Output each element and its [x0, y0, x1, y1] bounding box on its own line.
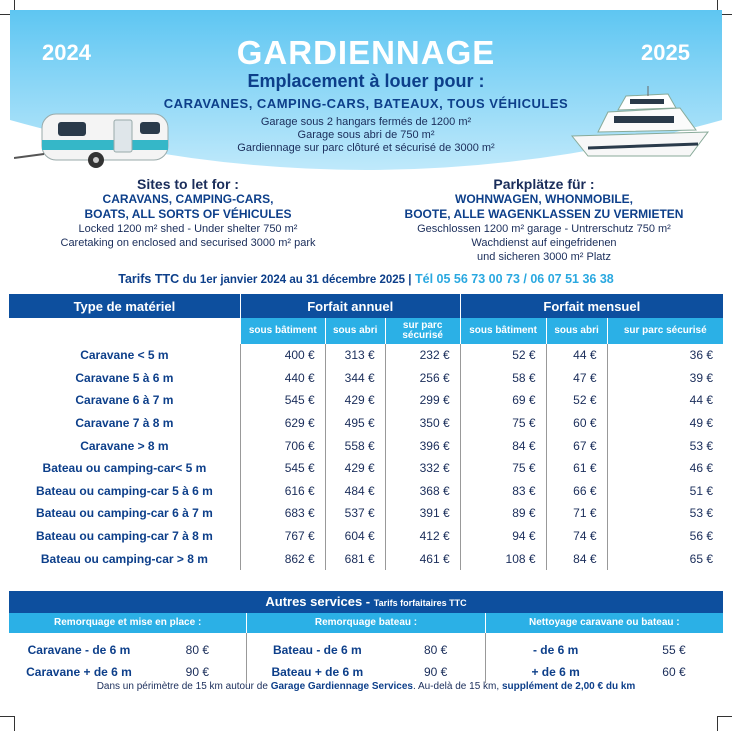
tarifs-period: du 1er janvier 2024 au 31 décembre 2025 |: [182, 274, 412, 286]
service-item: [9, 661, 246, 683]
row-label: Caravane 5 à 6 m: [75, 370, 174, 385]
price-cell: 47 €: [546, 367, 607, 390]
english-block: [18, 176, 358, 250]
service-item: [9, 639, 246, 661]
year-end: 2025: [641, 40, 690, 65]
price-cell: 44 €: [546, 344, 607, 367]
price-cell: 412 €: [385, 525, 460, 548]
sub-header: sur parc sécurisé: [607, 318, 723, 344]
service-header: Nettoyage caravane ou bateau :: [485, 613, 723, 633]
service-item: [247, 661, 484, 683]
tarifs-label: Tarifs TTC: [118, 272, 180, 286]
service-price: 55 €: [662, 643, 686, 657]
price-cell: 53 €: [607, 434, 723, 457]
page-title: GARDIENNAGE: [236, 34, 496, 71]
fr-info-line: Garage sous 2 hangars fermés de 1200 m²: [260, 116, 472, 128]
price-cell: 75 €: [460, 412, 546, 435]
footer-company: Garage Gardiennage Services: [270, 681, 413, 692]
price-cell: 89 €: [460, 502, 546, 525]
price-cell: 66 €: [546, 480, 607, 503]
price-cell: 74 €: [546, 525, 607, 548]
price-cell: 53 €: [607, 502, 723, 525]
price-cell: 545 €: [240, 457, 325, 480]
phone-number[interactable]: Tél 05 56 73 00 73 / 06 07 51 36 38: [414, 272, 614, 286]
table-row: [9, 502, 723, 525]
service-label: - de 6 m: [532, 643, 579, 657]
services-title: [9, 591, 723, 613]
footer-surcharge: supplément de 2,00 € du km: [501, 681, 636, 692]
table-row: [9, 547, 723, 570]
row-label: Caravane > 8 m: [80, 438, 169, 453]
col-type-header: Type de matériel: [9, 294, 240, 318]
price-cell: 75 €: [460, 457, 546, 480]
sub-header: sous abri: [325, 318, 385, 344]
price-cell: 767 €: [240, 525, 325, 548]
year-start: 2024: [42, 40, 91, 65]
german-bold-line: BOOTE, ALLE WAGENKLASSEN ZU VERMIETEN: [404, 207, 684, 221]
service-price: 60 €: [662, 665, 686, 679]
price-cell: 429 €: [325, 457, 385, 480]
price-cell: 69 €: [460, 389, 546, 412]
price-cell: 400 €: [240, 344, 325, 367]
crop-mark: [0, 716, 15, 731]
row-label: Bateau ou camping-car 6 à 7 m: [36, 506, 213, 521]
table-row: [9, 457, 723, 480]
other-services: [9, 591, 723, 683]
page-subtitle: Emplacement à louer pour :: [247, 71, 485, 91]
footer-part: . Au-delà de 15 km,: [412, 681, 500, 692]
sub-header: sous bâtiment: [460, 318, 546, 344]
price-cell: 862 €: [240, 547, 325, 570]
price-cell: 71 €: [546, 502, 607, 525]
service-header: Remorquage bateau :: [246, 613, 484, 633]
price-cell: 84 €: [546, 547, 607, 570]
german-line: Geschlossen 1200 m² garage - Untrerschutz 750 m²: [417, 223, 671, 235]
price-cell: 84 €: [460, 434, 546, 457]
annual-header: Forfait annuel: [240, 294, 460, 318]
service-label: Bateau - de 6 m: [272, 643, 362, 657]
english-line: Locked 1200 m² shed - Under shelter 750 m²: [78, 223, 298, 235]
service-price: 80 €: [423, 643, 448, 657]
service-item: [247, 639, 484, 661]
row-label: Bateau ou camping-car 7 à 8 m: [36, 529, 213, 544]
price-cell: 368 €: [385, 480, 460, 503]
footer-note: [0, 681, 732, 692]
row-label: Bateau ou camping-car 5 à 6 m: [36, 483, 213, 498]
vehicle-types: CARAVANES, CAMPING-CARS, BATEAUX, TOUS VÉHICULES: [163, 96, 569, 111]
fr-info-line: Garage sous abri de 750 m²: [297, 129, 435, 141]
row-label: Caravane < 5 m: [80, 348, 169, 363]
service-item: [486, 661, 723, 683]
english-bold-line: BOATS, ALL SORTS OF VÉHICULES: [84, 207, 292, 221]
empty-header: [9, 318, 240, 344]
price-cell: 67 €: [546, 434, 607, 457]
price-cell: 495 €: [325, 412, 385, 435]
service-price: 90 €: [185, 665, 209, 679]
table-row: [9, 525, 723, 548]
sub-header: sur parc sécurisé: [385, 318, 460, 344]
price-cell: 484 €: [325, 480, 385, 503]
price-cell: 232 €: [385, 344, 460, 367]
price-cell: 36 €: [607, 344, 723, 367]
price-cell: 51 €: [607, 480, 723, 503]
price-cell: 44 €: [607, 389, 723, 412]
price-cell: 313 €: [325, 344, 385, 367]
services-headers: [9, 613, 723, 633]
price-cell: 56 €: [607, 525, 723, 548]
german-block: [374, 176, 714, 264]
english-bold-line: CARAVANS, CAMPING-CARS,: [102, 192, 274, 206]
price-cell: 58 €: [460, 367, 546, 390]
table-row: [9, 434, 723, 457]
row-label: Caravane 7 à 8 m: [75, 416, 174, 431]
tarifs-line: [0, 272, 732, 286]
table-row: [9, 480, 723, 503]
price-cell: 391 €: [385, 502, 460, 525]
english-line: Caretaking on enclosed and securised 3000 m² park: [60, 237, 316, 249]
price-cell: 108 €: [460, 547, 546, 570]
row-label: Bateau ou camping-car< 5 m: [42, 461, 207, 476]
price-cell: 429 €: [325, 389, 385, 412]
german-line: und sicheren 3000 m² Platz: [477, 251, 611, 263]
price-cell: 61 €: [546, 457, 607, 480]
price-cell: 332 €: [385, 457, 460, 480]
price-cell: 683 €: [240, 502, 325, 525]
price-cell: 60 €: [546, 412, 607, 435]
price-cell: 299 €: [385, 389, 460, 412]
price-cell: 83 €: [460, 480, 546, 503]
services-title-main: Autres services -: [265, 594, 371, 609]
service-price: 80 €: [185, 643, 209, 657]
table-row: [9, 344, 723, 367]
monthly-header: Forfait mensuel: [460, 294, 723, 318]
price-cell: 545 €: [240, 389, 325, 412]
service-price: 90 €: [423, 665, 448, 679]
price-cell: 52 €: [460, 344, 546, 367]
service-label: + de 6 m: [531, 665, 580, 679]
services-grid: [9, 633, 723, 683]
service-label: Caravane + de 6 m: [26, 665, 132, 679]
price-cell: 65 €: [607, 547, 723, 570]
table-row: [9, 367, 723, 390]
price-cell: 440 €: [240, 367, 325, 390]
price-cell: 52 €: [546, 389, 607, 412]
table-row: [9, 412, 723, 435]
price-cell: 256 €: [385, 367, 460, 390]
price-cell: 46 €: [607, 457, 723, 480]
service-header: Remorquage et mise en place :: [54, 617, 202, 628]
price-cell: 49 €: [607, 412, 723, 435]
german-line: Wachdienst auf eingefridenen: [471, 237, 617, 249]
price-cell: 344 €: [325, 367, 385, 390]
price-cell: 629 €: [240, 412, 325, 435]
row-label: Bateau ou camping-car > 8 m: [40, 551, 208, 566]
price-cell: 604 €: [325, 525, 385, 548]
price-cell: 616 €: [240, 480, 325, 503]
service-item: [486, 639, 723, 661]
german-bold-line: WOHNWAGEN, WHONMOBILE,: [455, 192, 633, 206]
price-cell: 706 €: [240, 434, 325, 457]
row-label: Caravane 6 à 7 m: [75, 393, 174, 408]
price-cell: 537 €: [325, 502, 385, 525]
fr-info-line: Gardiennage sur parc clôturé et sécurisé de 3000 m²: [237, 142, 495, 154]
crop-mark: [717, 716, 732, 731]
table-row: [9, 389, 723, 412]
price-cell: 350 €: [385, 412, 460, 435]
services-title-small: Tarifs forfaitaires TTC: [373, 598, 467, 608]
price-cell: 94 €: [460, 525, 546, 548]
german-heading: Parkplätze für :: [493, 176, 595, 192]
price-cell: 396 €: [385, 434, 460, 457]
price-cell: 39 €: [607, 367, 723, 390]
service-label: Bateau + de 6 m: [271, 665, 364, 679]
service-column: [485, 633, 723, 683]
price-cell: 461 €: [385, 547, 460, 570]
footer-part: Dans un périmètre de 15 km autour de: [96, 681, 268, 692]
service-column: [9, 633, 246, 683]
price-cell: 681 €: [325, 547, 385, 570]
service-label: Caravane - de 6 m: [27, 643, 131, 657]
price-cell: 558 €: [325, 434, 385, 457]
pricing-table: [9, 294, 723, 570]
sub-header: sous bâtiment: [240, 318, 325, 344]
sub-header: sous abri: [546, 318, 607, 344]
english-heading: Sites to let for :: [137, 176, 239, 192]
service-column: [246, 633, 484, 683]
